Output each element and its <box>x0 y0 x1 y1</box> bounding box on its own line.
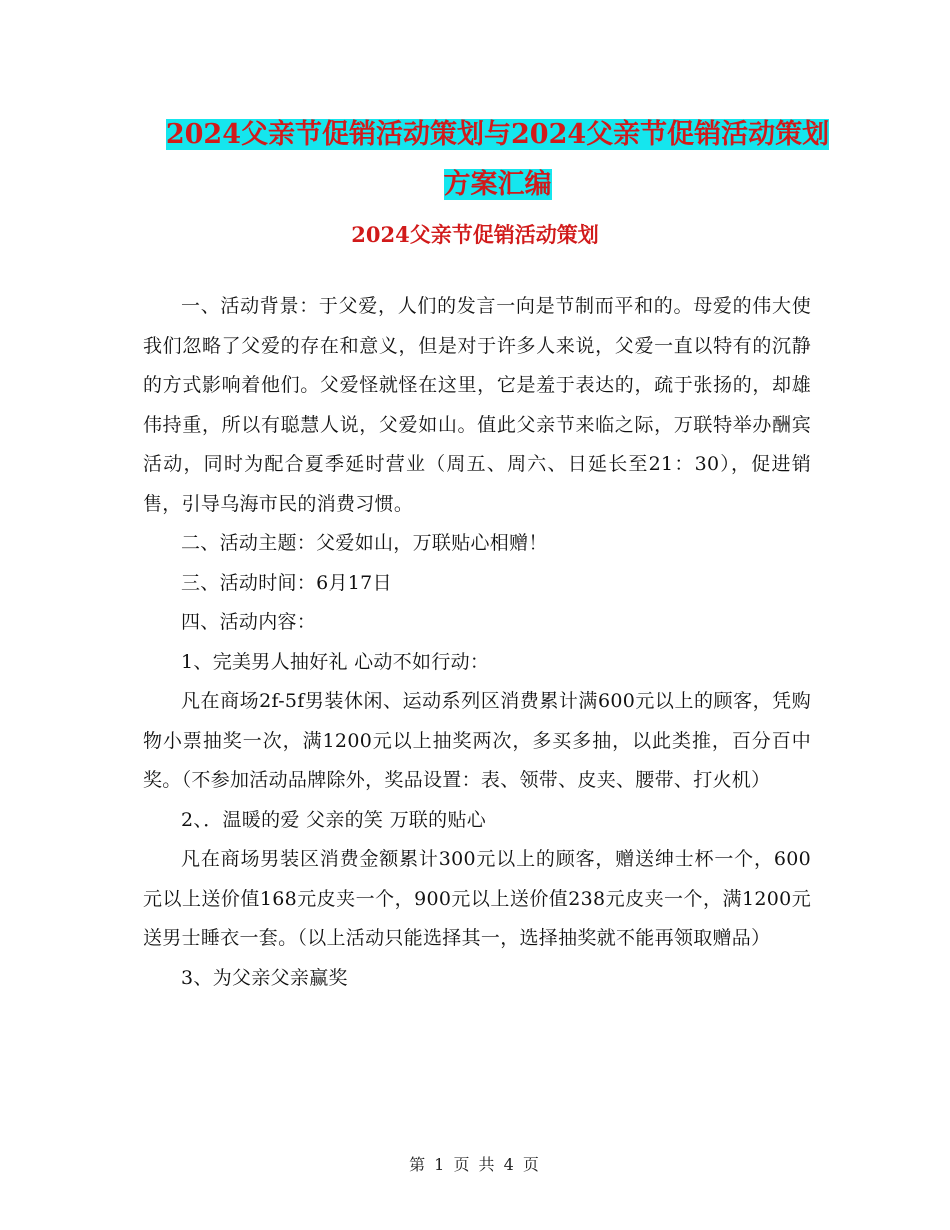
page-footer: 第 1 页 共 4 页 <box>409 1155 541 1174</box>
paragraph-theme: 二、活动主题：父爱如山，万联贴心相赠！ <box>181 532 548 554</box>
section-title: 2024父亲节促销活动策划 <box>351 222 599 247</box>
paragraph-item-1-heading: 1、完美男人抽好礼 心动不如行动： <box>181 650 490 673</box>
document-title-line-2: 方案汇编 <box>443 169 552 200</box>
paragraph-content-heading: 四、活动内容： <box>181 611 317 633</box>
paragraph-time: 三、活动时间：6月17日 <box>181 571 392 594</box>
paragraph-item-2-body: 凡在商场男装区消费金额累计300元以上的顾客，赠送绅士杯一个，600元以上送价值168元皮夹一个，900元以上送价值238元皮夹一个，满1200元送男士睡衣一套。（以上活动只能选择其一，选择抽奖就不能再领取赠品） <box>143 848 811 949</box>
document-title <box>140 110 855 210</box>
paragraph-item-3-heading: 3、为父亲父亲赢奖 <box>181 966 348 989</box>
document-title-line-1: 2024父亲节促销活动策划与2024父亲节促销活动策划 <box>165 119 830 150</box>
document-body <box>143 287 811 998</box>
paragraph-item-2-heading: 2、．温暖的爱 父亲的笑 万联的贴心 <box>181 808 487 831</box>
paragraph-background: 一、活动背景：于父爱，人们的发言一向是节制而平和的。母爱的伟大使我们忽略了父爱的存在和意义，但是对于许多人来说，父爱一直以特有的沉静的方式影响着他们。父爱怪就怪在这里，它是羞于表达的，疏于张扬的，却雄伟持重，所以有聪慧人说，父爱如山。值此父亲节来临之际，万联特举办酬宾活动，同时为配合夏季延时营业（周五、周六、日延长至21：30），促进销售，引导乌海市民的消费习惯。 <box>143 295 811 515</box>
paragraph-item-1-body: 凡在商场2f-5f男装休闲、运动系列区消费累计满600元以上的顾客，凭购物小票抽奖一次，满1200元以上抽奖两次，多买多抽，以此类推，百分百中奖。（不参加活动品牌除外，奖品设置：表、领带、皮夹、腰带、打火机） <box>143 690 811 791</box>
